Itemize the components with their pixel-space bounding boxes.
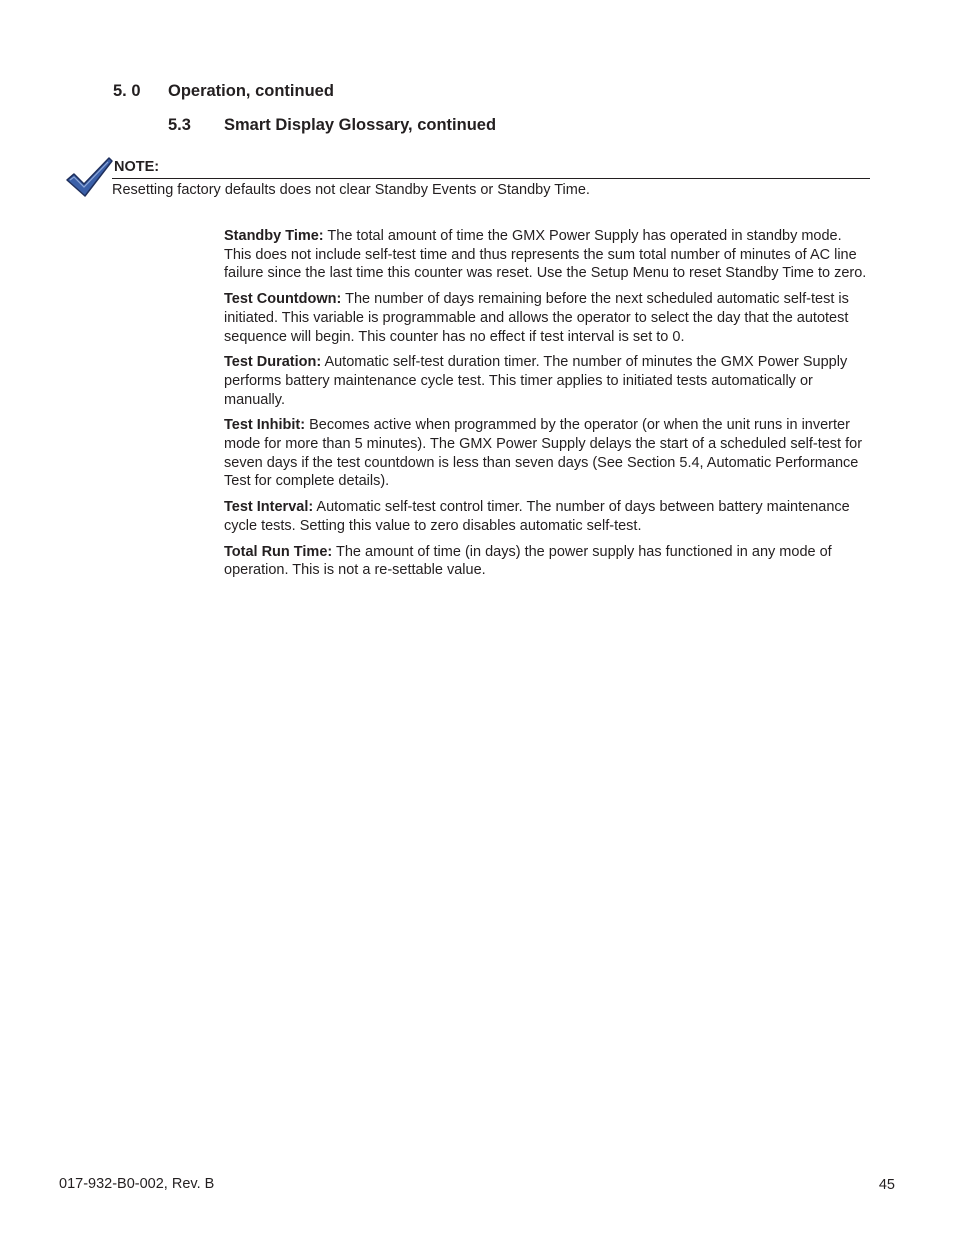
glossary-term: Test Duration: (224, 354, 322, 371)
checkmark-icon (64, 156, 114, 200)
glossary-term: Total Run Time: (224, 543, 333, 560)
glossary-entry-total-run-time (224, 543, 870, 580)
glossary-entry-standby-time (224, 227, 870, 283)
glossary-definition: Becomes active when programmed by the operator (or when the unit runs in inverter mode for more than 5 minutes). The GMX Power Supply delays the start of a scheduled self-test for seven days if the test countdown is less than seven days (See Section 5.4, Automatic Performance Test for complete details). (224, 417, 863, 490)
note-divider (112, 178, 870, 179)
subsection-title: Smart Display Glossary, continued (224, 116, 497, 134)
section-number: 5. 0 (113, 82, 141, 100)
glossary-definition: The number of days remaining before the next scheduled automatic self-test is initiated. This variable is programmable and allows the operator to select the day that the autotest sequence will begin. This counter has no effect if test interval is set to 0. (224, 291, 849, 345)
glossary-entry-test-countdown (224, 290, 870, 346)
glossary-term: Test Interval: (224, 499, 314, 516)
glossary-entry-test-duration (224, 353, 870, 409)
note-text: Resetting factory defaults does not clear Standby Events or Standby Time. (112, 182, 590, 198)
glossary-term: Test Countdown: (224, 291, 342, 308)
glossary-term: Test Inhibit: (224, 417, 306, 434)
section-title: Operation, continued (168, 82, 334, 100)
section-heading (113, 82, 334, 101)
glossary-entry-test-interval (224, 498, 870, 535)
note-label: NOTE: (114, 159, 160, 175)
subsection-heading (168, 116, 496, 135)
glossary-definition: The total amount of time the GMX Power Supply has operated in standby mode. This does not include self-test time and thus represents the sum total number of minutes of AC line failure since the last time this counter was reset. Use the Setup Menu to reset Standby Time to zero. (224, 228, 867, 282)
page-number: 45 (878, 1177, 895, 1193)
glossary-list (224, 227, 870, 587)
glossary-definition: The amount of time (in days) the power supply has functioned in any mode of operation. This is not a re-settable value. (224, 543, 832, 579)
glossary-entry-test-inhibit (224, 416, 870, 491)
document-number: 017-932-B0-002, Rev. B (59, 1176, 215, 1192)
glossary-definition: Automatic self-test control timer. The number of days between battery maintenance cycle tests. Setting this value to zero disables automatic self-test. (224, 499, 850, 534)
subsection-number: 5.3 (168, 116, 191, 134)
glossary-term: Standby Time: (224, 228, 324, 244)
glossary-definition: Automatic self-test duration timer. The number of minutes the GMX Power Supply performs battery maintenance cycle test. This timer applies to initiated tests automatically or manually. (224, 354, 848, 408)
